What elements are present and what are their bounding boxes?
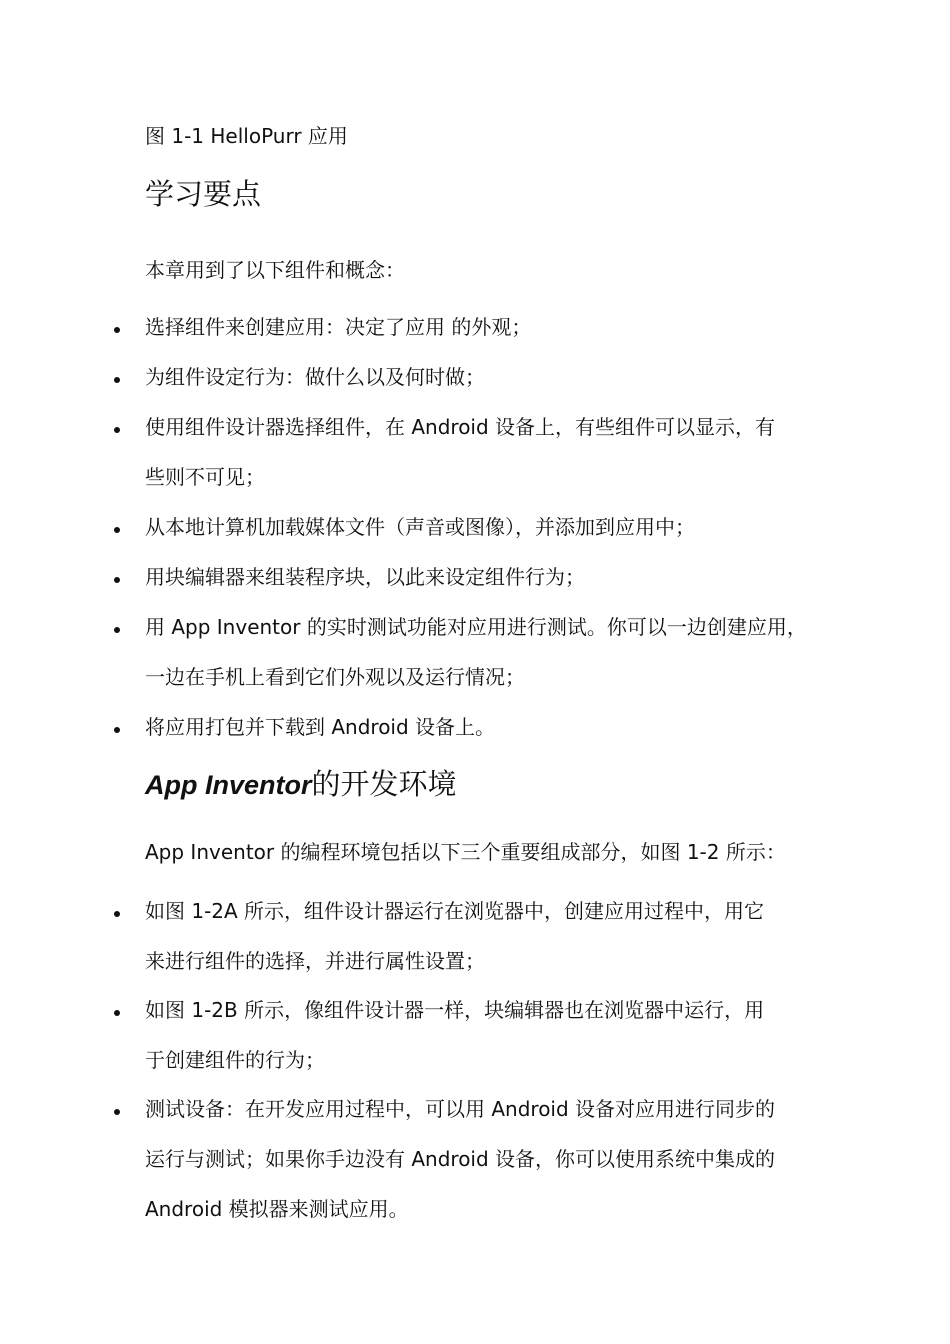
list-item-text: 使用组件设计器选择组件，在 Android 设备上，有些组件可以显示，有 [145, 415, 776, 439]
list-item-text: 从本地计算机加载媒体文件（声音或图像），并添加到应用中； [145, 515, 695, 539]
bullet-icon [112, 627, 122, 637]
bullet-icon [112, 377, 122, 387]
section-intro-dev-environment: App Inventor 的编程环境包括以下三个重要组成部分，如图 1-2 所示： [145, 840, 786, 864]
list-item-text: 测试设备：在开发应用过程中，可以用 Android 设备对应用进行同步的 [145, 1097, 776, 1121]
bullet-icon [112, 577, 122, 587]
list-item-text: 用块编辑器来组装程序块，以此来设定组件行为； [145, 565, 585, 589]
figure-caption: 图 1-1 HelloPurr 应用 [145, 124, 348, 148]
section-heading-en: App Inventor [145, 770, 312, 800]
list-item-text: 一边在手机上看到它们外观以及运行情况； [145, 665, 525, 689]
list-item-text: 如图 1-2B 所示，像组件设计器一样，块编辑器也在浏览器中运行，用 [145, 998, 765, 1022]
bullet-icon [112, 1109, 122, 1119]
bullet-icon [112, 327, 122, 337]
bullet-icon [112, 1010, 122, 1020]
list-item-text: 如图 1-2A 所示，组件设计器运行在浏览器中，创建应用过程中，用它 [145, 899, 765, 923]
bullet-icon [112, 427, 122, 437]
bullet-icon [112, 527, 122, 537]
bullet-icon [112, 911, 122, 921]
list-item-text: 些则不可见； [145, 465, 265, 489]
section-heading-dev-environment [145, 764, 457, 805]
section-heading-learning-points: 学习要点 [145, 177, 262, 211]
list-item-text: 来进行组件的选择，并进行属性设置； [145, 949, 485, 973]
list-item-text: 运行与测试；如果你手边没有 Android 设备，你可以使用系统中集成的 [145, 1147, 776, 1171]
list-item-text: 于创建组件的行为； [145, 1048, 325, 1072]
list-item-text: Android 模拟器来测试应用。 [145, 1197, 409, 1221]
bullet-icon [112, 727, 122, 737]
section-heading-zh: 的开发环境 [311, 767, 457, 801]
list-item-text: 用 App Inventor 的实时测试功能对应用进行测试。你可以一边创建应用， [145, 615, 807, 639]
list-item-text: 选择组件来创建应用：决定了应用 的外观； [145, 315, 532, 339]
list-item-text: 将应用打包并下载到 Android 设备上。 [145, 715, 496, 739]
section-intro-learning-points: 本章用到了以下组件和概念： [145, 258, 405, 282]
list-item-text: 为组件设定行为：做什么以及何时做； [145, 365, 485, 389]
